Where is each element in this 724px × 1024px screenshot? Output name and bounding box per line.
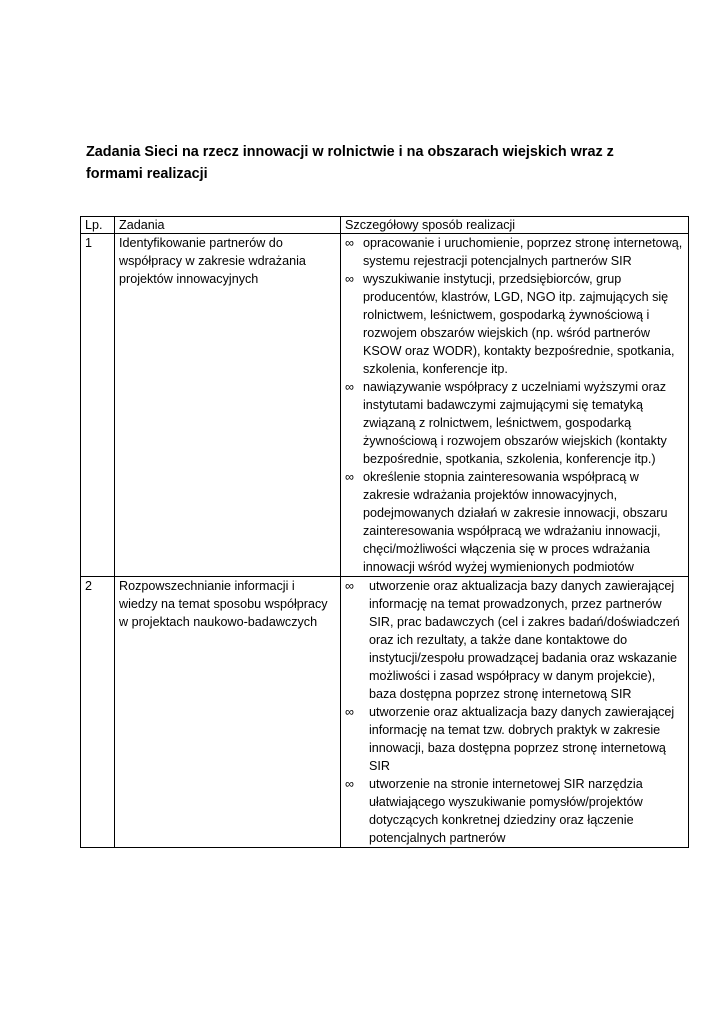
- realization-details: [341, 577, 689, 848]
- task-name: Identyfikowanie partnerów do współpracy w zakresie wdrażania projektów innowacyjnych: [115, 234, 341, 577]
- list-item-text: utworzenie oraz aktualizacja bazy danych zawierającej informację na temat prowadzonych, przez partnerów SIR, prac badawczych (cel i zakres badań/doświadczeń oraz ich rezultaty, a także dane kontaktowe do instytucji/zespołu prowadzącej badania oraz wskazanie możliwości i zasad współpracy w danym projekcie), baza dostępna poprzez stronę internetową SIR: [369, 579, 680, 701]
- infinity-bullet-icon: ∞: [345, 777, 354, 791]
- tasks-table: [80, 216, 689, 848]
- infinity-bullet-icon: ∞: [345, 236, 354, 250]
- infinity-bullet-icon: ∞: [345, 272, 354, 286]
- list-item: [345, 378, 684, 468]
- list-item: [345, 775, 684, 847]
- infinity-bullet-icon: ∞: [345, 380, 354, 394]
- table-row: [81, 577, 689, 848]
- list-item-text: nawiązywanie współpracy z uczelniami wyższymi oraz instytutami badawczymi zajmującymi się tematyką związaną z rolnictwem, leśnictwem, gospodarką żywnościową i rozwojem obszarów wiejskich (kontakty bezpośrednie, spotkania, szkolenia, konferencje itp.): [363, 380, 667, 466]
- header-zadania: Zadania: [115, 217, 341, 234]
- list-item: [345, 270, 684, 378]
- infinity-bullet-icon: ∞: [345, 470, 354, 484]
- list-item: [345, 234, 684, 270]
- page-title: Zadania Sieci na rzecz innowacji w rolnictwie i na obszarach wiejskich wraz z formami realizacji: [86, 144, 614, 182]
- list-item: [345, 468, 684, 576]
- table-header-row: [81, 217, 689, 234]
- list-item: [345, 577, 684, 703]
- row-number: 2: [81, 577, 115, 848]
- bullet-list: [345, 234, 684, 576]
- list-item-text: wyszukiwanie instytucji, przedsiębiorców, grup producentów, klastrów, LGD, NGO itp. zajmujących się rolnictwem, leśnictwem, gospodarką żywnościową i rozwojem obszarów wiejskich (np. wśród partnerów KSOW oraz WODR), kontakty bezpośrednie, spotkania, szkolenia, konferencje itp.: [363, 272, 675, 376]
- row-number: 1: [81, 234, 115, 577]
- bullet-list: [345, 577, 684, 847]
- list-item-text: utworzenie na stronie internetowej SIR narzędzia ułatwiającego wyszukiwanie pomysłów/projektów dotyczących konkretnej dziedziny oraz łączenie potencjalnych partnerów: [369, 777, 643, 845]
- realization-details: [341, 234, 689, 577]
- list-item: [345, 703, 684, 775]
- header-sposob-realizacji: Szczegółowy sposób realizacji: [341, 217, 689, 234]
- task-name: Rozpowszechnianie informacji i wiedzy na temat sposobu współpracy w projektach naukowo-badawczych: [115, 577, 341, 848]
- header-lp: Lp.: [81, 217, 115, 234]
- list-item-text: opracowanie i uruchomienie, poprzez stronę internetową, systemu rejestracji potencjalnych partnerów SIR: [363, 236, 683, 268]
- infinity-bullet-icon: ∞: [345, 705, 354, 719]
- table-row: [81, 234, 689, 577]
- list-item-text: utworzenie oraz aktualizacja bazy danych zawierającej informację na temat tzw. dobrych praktyk w zakresie innowacji, baza dostępna poprzez stronę internetową SIR: [369, 705, 675, 773]
- infinity-bullet-icon: ∞: [345, 579, 354, 593]
- list-item-text: określenie stopnia zainteresowania współpracą w zakresie wdrażania projektów innowacyjnych, podejmowanych działań w zakresie innowacji, obszaru zainteresowania współpracą we wdrażaniu innowacji, chęci/możliwości włączenia się w proces wdrażania innowacji wśród wyżej wymienionych podmiotów: [363, 470, 668, 574]
